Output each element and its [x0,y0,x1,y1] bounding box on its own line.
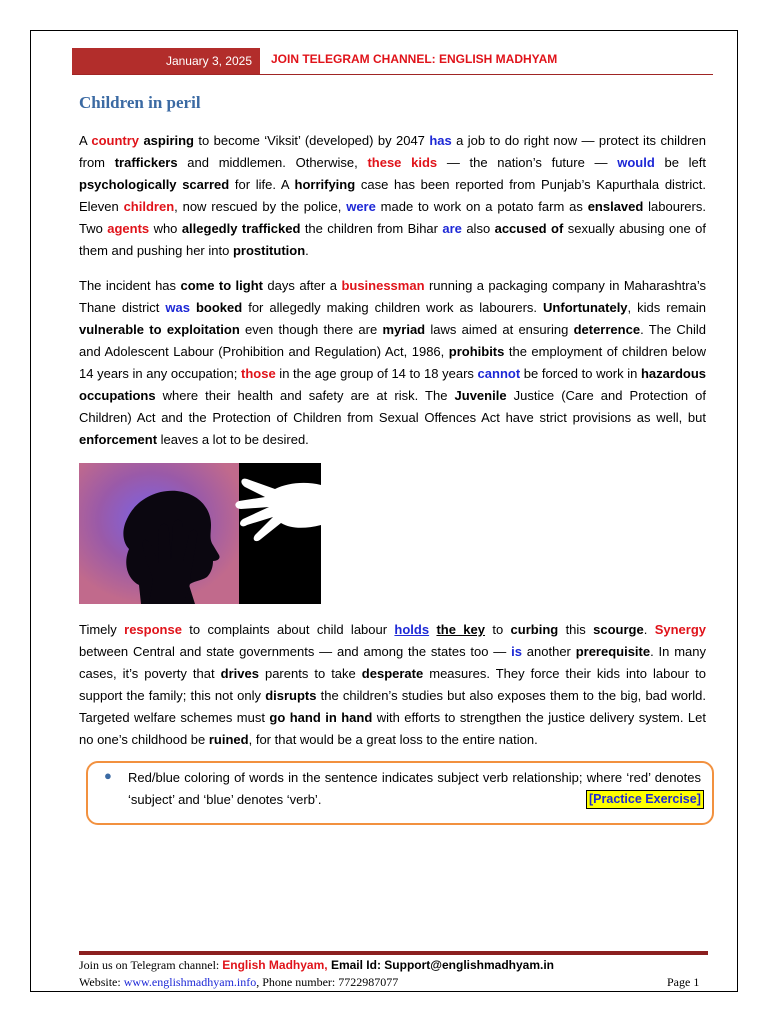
page-number: Page 1 [667,975,700,989]
paragraph-2: The incident has come to light days after a businessman running a packaging company in Maharashtra’s Thane district was booked for allegedly making children work as labourers. Unfortunately, kids remain vulnerable to exploitation even though there are myriad laws aimed at ensuring deterrence. The Child and Adolescent Labour (Prohibition and Regulation) Act, 1986, prohibits the employment of children below 14 years in any occupation; those in the age group of 14 to 18 years cannot be forced to work in hazardous occupations where their health and safety are at risk. The Juvenile Justice (Care and Protection of Children) Act and the Protection of Children from Sexual Offences Act have strict provisions as well, but enforcement leaves a lot to be desired. [79,278,707,447]
paragraph-1: A country aspiring to become ‘Viksit’ (developed) by 2047 has a job to do right now — protect its children from traffickers and middlemen. Otherwise, these kids — the nation’s future — would be left psychologically scarred for life. A horrifying case has been reported from Punjab’s Kapurthala district. Eleven children, now rescued by the police, were made to work on a potato farm as enslaved labourers. Two agents who allegedly trafficked the children from Bihar are also accused of sexually abusing one of them and pushing her into prostitution. [79,133,707,258]
article-title: Children in peril [79,93,201,112]
footer-rule [79,951,708,955]
header-date: January 3, 2025 [72,48,260,74]
footer-phone: , Phone number: 7722987077 [256,975,399,989]
note-text: Red/blue coloring of words in the sentence indicates subject verb relationship; where ‘red’ denotes ‘subject’ and ‘blue’ denotes ‘verb’. [128,770,701,807]
header-channel: JOIN TELEGRAM CHANNEL: ENGLISH MADHYAM [271,52,558,66]
footer-telegram-prefix: Join us on Telegram channel: [79,958,223,972]
paragraph-3: Timely response to complaints about child labour holds the key to curbing this scourge. Synergy between Central and state governments — and among the states too — is another prerequisite. In many cases, it’s poverty that drives parents to take desperate measures. They force their kids into labour to support the family; this not only disrupts the children’s studies but also exposes them to the big, bad world. Targeted welfare schemes must go hand in hand with efforts to strengthen the justice delivery system. Let no one’s childhood be ruined, for that would be a great loss to the entire nation. [79,622,706,747]
footer-telegram-line [79,958,554,973]
footer-website-line [79,975,398,990]
footer-email[interactable]: Email Id: Support@englishmadhyam.in [327,958,555,972]
footer-website-link[interactable]: www.englishmadhyam.info [123,975,257,989]
footer-telegram-name[interactable]: English Madhyam, [222,958,328,972]
footer-website-prefix: Website: [79,975,124,989]
bullet-icon: ● [104,768,112,783]
child-silhouette-illustration [79,463,321,604]
practice-exercise-label[interactable]: [Practice Exercise] [586,790,704,809]
header-rule [72,74,713,75]
